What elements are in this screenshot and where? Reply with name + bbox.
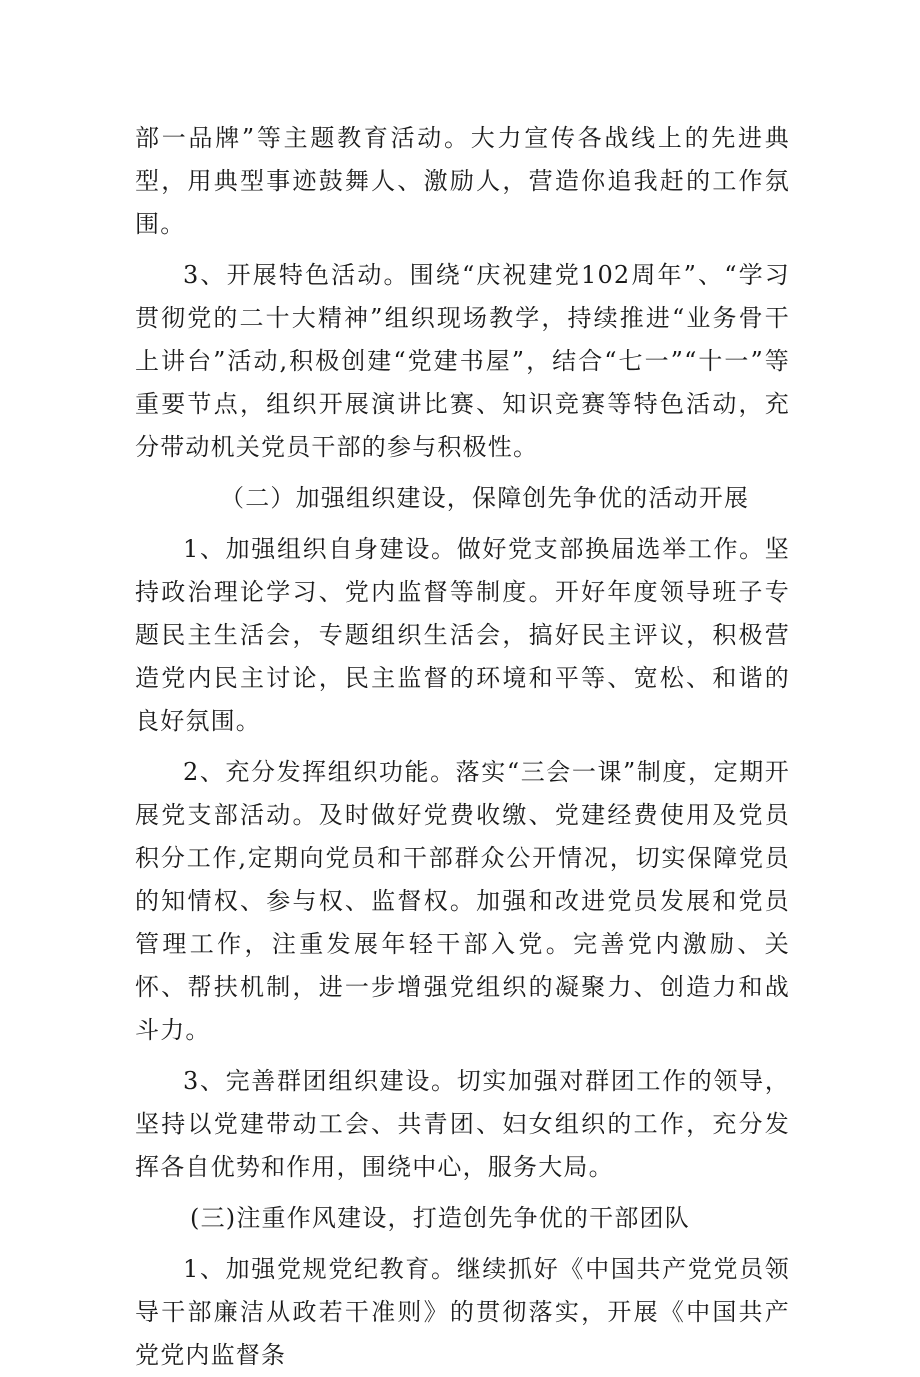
- document-body: [135, 117, 790, 1377]
- paragraph-gap: [135, 1240, 790, 1248]
- paragraph-gap: [135, 1189, 790, 1197]
- paragraph-special-activities: 3、开展特色活动。围绕“庆祝建党102周年”、“学习贯彻党的二十大精神”组织现场教学，持续推进“业务骨干上讲台”活动,积极创建“党建书屋”，结合“七一”“十一”等重要节点，组织开展演讲比赛、知识竞赛等特色活动，充分带动机关党员干部的参与积极性。: [135, 261, 790, 461]
- paragraph-gap: [135, 743, 790, 751]
- paragraph-discipline-education: 1、加强党规党纪教育。继续抓好《中国共产党党员领导干部廉洁从政若干准则》的贯彻落实，开展《中国共产党党内监督条: [135, 1255, 790, 1369]
- paragraph-gap: [135, 469, 790, 477]
- paragraph-organization-function: 2、充分发挥组织功能。落实“三会一课”制度，定期开展党支部活动。及时做好党费收缴、党建经费使用及党员积分工作,定期向党员和干部群众公开情况，切实保障党员的知情权、参与权、监督权。加强和改进党员发展和党员管理工作，注重发展年轻干部入党。完善党内激励、关怀、帮扶机制，进一步增强党组织的凝聚力、创造力和战斗力。: [135, 758, 790, 1044]
- paragraph-continuation: 部一品牌”等主题教育活动。大力宣传各战线上的先进典型，用典型事迹鼓舞人、激励人，营造你追我赶的工作氛围。: [135, 124, 790, 238]
- paragraph-self-building: 1、加强组织自身建设。做好党支部换届选举工作。坚持政治理论学习、党内监督等制度。开好年度领导班子专题民主生活会，专题组织生活会，搞好民主评议，积极营造党内民主讨论，民主监督的环境和平等、宽松、和谐的良好氛围。: [135, 535, 790, 735]
- section-heading-work-style: (三)注重作风建设，打造创先争优的干部团队: [190, 1204, 690, 1232]
- paragraph-gap: [135, 520, 790, 528]
- paragraph-gap: [135, 246, 790, 254]
- paragraph-mass-organizations: 3、完善群团组织建设。切实加强对群团工作的领导，坚持以党建带动工会、共青团、妇女组织的工作，充分发挥各自优势和作用，围绕中心，服务大局。: [135, 1067, 790, 1181]
- paragraph-gap: [135, 1052, 790, 1060]
- section-heading-organization: （二）加强组织建设，保障创先争优的活动开展: [220, 484, 750, 512]
